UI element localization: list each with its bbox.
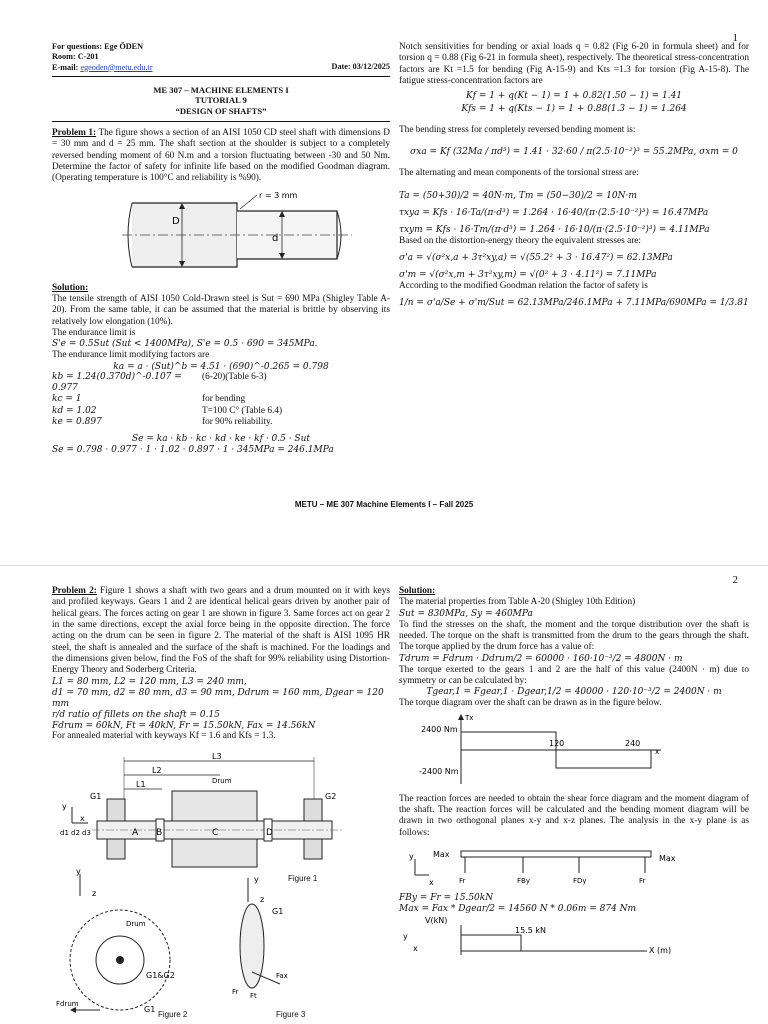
solution-label: Solution:	[399, 586, 436, 596]
title-divider	[52, 121, 390, 122]
fig2-label-g1: G1	[144, 1005, 156, 1014]
fbd-beam	[461, 851, 651, 857]
problem-1-statement: Problem 1: The figure shows a section of an AISI 1050 CD steel shaft with dimensions D = 30 mm and d = 25 mm. The shaft section at the shoulder is subject to a completely reversed bending moment of 60 N.m and a torsion fluctuating between -30 and 50 Nm. Determine the factor of safety for infinite life based on the modified Goodman diagram. (Operating temperature is 100°C and reliability is %90).	[52, 127, 390, 184]
label-L2: L2	[152, 765, 162, 775]
page-footer: METU – ME 307 Machine Elements I – Fall 2025	[294, 500, 474, 509]
tutorial-subtitle: “DESIGN OF SHAFTS”	[175, 105, 267, 116]
fbd-label-fr-right: Fr	[639, 876, 646, 885]
fig3-label-ft: Ft	[250, 992, 257, 1000]
shear-value-label: 15.5 kN	[515, 925, 546, 935]
bending-paragraph: The bending stress for completely reversed bending moment is:	[399, 125, 636, 136]
left-column-p1	[52, 85, 390, 456]
torque-tick-120: 120	[549, 738, 565, 748]
figure-1-shaft-assembly	[52, 749, 390, 879]
factor-row	[52, 372, 390, 394]
eq-material: Sut = 830MPa, Sy = 460MPa	[399, 608, 533, 619]
given-line: Fdrum = 60kN, Ft = 40kN, Fr = 15.50kN, Fax = 14.56kN	[52, 720, 316, 731]
torque-tick-240: 240	[625, 738, 641, 748]
figure-1-caption: Figure 1	[288, 874, 318, 883]
shaft-shoulder-figure	[52, 189, 390, 279]
solution-p3: The torque exerted to the gears 1 and 2 are the half of this value (2400N · m) due to symmetry or can be calculated by:	[399, 664, 749, 686]
fbd-moment-right: Max	[659, 853, 676, 863]
eq-se-1: Se = ka · kb · kc · kd · ke · kf · 0.5 · Sut	[131, 434, 311, 445]
shear-block	[461, 935, 521, 951]
shaft-center	[116, 956, 124, 964]
torsion-paragraph: The alternating and mean components of the torsional stress are:	[399, 167, 639, 178]
problem-1-label: Problem 1:	[52, 127, 97, 138]
torque-pos-label: 2400 Nm	[421, 724, 458, 734]
factor-row	[52, 394, 390, 405]
email-label: E-mail:	[52, 62, 81, 72]
fbd-label-fby: FBy	[517, 876, 530, 885]
fig3-label-g1: G1	[272, 907, 284, 916]
solution-p1: The material properties from Table A-20 (Shigley 10th Edition)	[399, 597, 636, 608]
label-G2: G2	[325, 791, 337, 801]
fbd-axis-y: y	[409, 851, 414, 861]
label-r: r = 3 mm	[259, 190, 298, 200]
fig3-label-fr: Fr	[232, 988, 239, 996]
fbd-axis-x: x	[429, 877, 434, 887]
solution-label: Solution:	[52, 282, 89, 293]
fig3-label-fax: Fax	[276, 972, 288, 980]
date: Date: 03/12/2025	[331, 62, 390, 71]
fig3-axis-z: z	[260, 895, 265, 904]
factor-note: for 90% reliability.	[202, 417, 273, 428]
factor-note: for bending	[202, 394, 246, 405]
eq-sigma-a: σ'a = √(σ²x,a + 3τ²xy,a) = √(55.2² + 3 · 16.47²) = 62.13MPa	[399, 253, 673, 264]
fillet-leader	[240, 195, 257, 209]
solution-p4: The torque diagram over the shaft can be drawn as in the figure below.	[399, 698, 662, 709]
label-d3: d3	[82, 828, 91, 837]
eq-tdrum: Tdrum = Fdrum · Ddrum/2 = 60000 · 160·10⁻³/2 = 4800N · m	[399, 653, 683, 664]
torque-ylabel: Tx	[465, 713, 474, 722]
free-body-diagram	[399, 841, 699, 891]
eq-fby: FBy = Fr = 15.50kN	[399, 892, 494, 903]
fig2-label-drum: Drum	[126, 920, 146, 928]
shear-ylabel: V(kN)	[425, 915, 448, 925]
eq-sigma-m: σ'm = √(σ²x,m + 3τ²xy,m) = √(0² + 3 · 4.11²) = 7.11MPa	[399, 270, 657, 281]
torque-xlabel: x	[655, 747, 660, 756]
figure-3-gear-forces	[220, 872, 310, 1002]
eq-ta: Ta = (50+30)/2 = 40N·m, Tm = (50−30)/2 = 10N·m	[399, 190, 637, 201]
label-D-point: D	[266, 827, 273, 838]
problem-2-label: Problem 2:	[52, 586, 97, 596]
fig2-axis-z: z	[92, 889, 97, 898]
axis-y: y	[62, 801, 67, 811]
label-B: B	[156, 827, 163, 838]
factor-note: T=100 C° (Table 6.4)	[202, 405, 283, 416]
label-C: C	[212, 827, 219, 838]
right-column-p1	[399, 42, 749, 309]
label-d1: d1	[60, 828, 69, 837]
course-title: ME 307 – MACHINE ELEMENTS I	[153, 85, 289, 95]
factor-eq: kc = 1	[52, 394, 82, 405]
shear-xlabel: X (m)	[649, 945, 672, 955]
figure-3-caption: Figure 3	[276, 1010, 306, 1019]
room: Room: C-201	[52, 52, 99, 62]
header-divider	[52, 76, 390, 77]
eq-txya: τxya = Kfs · 16·Ta/(π·d³) = 1.264 · 16·40/(π·(2.5·10⁻²)³) = 16.47MPa	[399, 207, 709, 218]
axis-x: x	[80, 813, 85, 823]
given-line: r/d ratio of fillets on the shaft = 0.15	[52, 709, 220, 720]
given-line: d1 = 70 mm, d2 = 80 mm, d3 = 90 mm, Ddrum = 160 mm, Dgear = 120 mm	[52, 687, 384, 709]
factor-eq: kb = 1.24(0.370d)^-0.107 = 0.977	[52, 372, 182, 394]
right-column-p2	[399, 586, 749, 955]
label-L3: L3	[212, 751, 222, 761]
solution-p2: To find the stresses on the shaft, the moment and the torque distribution over the shaft is needed. The torque on the shaft is transmitted from the drum to the gears through the shaft. The torque applied by the drum force has a value of:	[399, 619, 749, 653]
fbd-moment-left: Max	[433, 849, 450, 859]
distortion-paragraph: Based on the distortion-energy theory the equivalent stresses are:	[399, 235, 641, 246]
figure-2-caption: Figure 2	[158, 1010, 188, 1019]
email-link[interactable]: egeoden@metu.edu.tr	[80, 62, 153, 72]
torque-neg-label: -2400 Nm	[419, 766, 459, 776]
fig2-label-gears: G1&G2	[146, 971, 175, 980]
label-G1: G1	[90, 791, 102, 801]
shear-axis-x: x	[413, 943, 418, 953]
solution-p3: The endurance limit modifying factors are	[52, 350, 210, 361]
eq-tgear: Tgear,1 = Fgear,1 · Dgear,1/2 = 40000 · 120·10⁻³/2 = 2400N · m	[426, 687, 722, 698]
eq-sigma: σxa = Kf (32Ma / πd³) = 1.41 · 32·60 / π(2.5·10⁻²)³ = 55.2MPa, σxm = 0	[410, 146, 738, 157]
solution-p1: The tensile strength of AISI 1050 Cold-Drawn steel is Sut = 690 MPa (Shigley Table A-20). From the same table, it can be assumed that the material is brittle by observing its relatively low elongation (10%).	[52, 293, 390, 327]
solution-p2: The endurance limit is	[52, 327, 136, 338]
shear-diagram	[399, 915, 699, 955]
solution-p5: The reaction forces are needed to obtain the shear force diagram and the moment diagram of the shaft. The reaction forces will be calculated and the bending moment diagram will be drawn in two orthogonal planes x-y and x-z planes. The analysis in the x-y plane is as follows:	[399, 793, 749, 838]
eq-max: Max = Fax * Dgear/2 = 14560 N * 0.06m = 874 Nm	[399, 903, 637, 914]
tutorial-number: TUTORIAL 9	[195, 95, 247, 106]
left-column-p2	[52, 586, 390, 879]
eq-se-2: Se = 0.798 · 0.977 · 1 · 1.02 · 0.897 · 1 · 345MPa = 246.1MPa	[52, 445, 334, 456]
questions-contact: For questions: Ege ÖDEN	[52, 42, 144, 51]
label-d: d	[272, 232, 279, 244]
header-block	[52, 42, 390, 77]
label-A: A	[132, 827, 139, 838]
goodman-paragraph: According to the modified Goodman relation the factor of safety is	[399, 281, 648, 292]
eq-ka: ka = a · (Sut)^b = 4.51 · (690)^-0.265 = 0.798	[113, 361, 329, 372]
factor-row	[52, 406, 390, 417]
factor-note: (6-20)(Table 6-3)	[202, 372, 267, 383]
figure-2-drum-view	[52, 866, 202, 1016]
fig3-axis-y: y	[254, 875, 259, 884]
fbd-label-fr-left: Fr	[459, 876, 466, 885]
factor-row	[52, 417, 390, 428]
label-drum: Drum	[212, 776, 232, 785]
eq-kf: Kf = 1 + q(Kt − 1) = 1 + 0.82(1.50 − 1) = 1.41	[465, 91, 683, 102]
notch-paragraph: Notch sensitivities for bending or axial loads q = 0.82 (Fig 6-20 in formula sheet) and for torsion q = 0.88 (Fig 6-21 in formula sheet), respectively. The theoretical stress-concentration factors are Kt =1.5 for bending (Fig A-15-9) and Kts =1.3 for torsion (Fig A-15-8). The fatigue stress-concentration factors are	[399, 42, 749, 86]
eq-se-prime: S'e = 0.5Sut (Sut < 1400MPa), S'e = 0.5 · 690 = 345MPa.	[52, 339, 318, 350]
factor-eq: ke = 0.897	[52, 417, 102, 428]
label-D: D	[172, 215, 180, 227]
problem-2-statement: Problem 2: Figure 1 shows a shaft with two gears and a drum mounted on it with keys and profiled keyways. Gears 1 and 2 are identical helical gears driven by another pair of helical gears. The forces acting on gear 1 are shown in figure 3. Same forces act on gear 2 in the same directions, except the axial force being in the opposite direction. The force acting on the drum can be seen in figure 2. The material of the shaft is AISI 1095 HR steel, the shaft is annealed and the surface of the shaft is machined. For the loadings and the dimensions given below, find the FoS of the shaft for 99% reliability using Distortion-Energy Theory and Soderberg Criteria.	[52, 586, 390, 676]
fig2-label-fdrum: Fdrum	[56, 1000, 79, 1008]
page-number: 1	[732, 32, 738, 44]
label-L1: L1	[136, 779, 146, 789]
torque-diagram	[399, 712, 699, 790]
torque-y-arrow	[458, 714, 464, 720]
eq-safety-factor: 1/n = σ'a/Se + σ'm/Sut = 62.13MPa/246.1MPa + 7.11MPa/690MPa = 1/3.81	[399, 298, 749, 309]
given-line: L1 = 80 mm, L2 = 120 mm, L3 = 240 mm,	[52, 676, 247, 687]
page-number: 2	[732, 574, 738, 586]
factor-eq: kd = 1.02	[52, 405, 97, 416]
shear-axis-y: y	[403, 931, 408, 941]
label-d2: d2	[71, 828, 80, 837]
eq-kfs: Kfs = 1 + q(Kts − 1) = 1 + 0.88(1.3 − 1) = 1.264	[461, 104, 687, 115]
fig2-axis-y: y	[76, 867, 81, 876]
given-note: For annealed material with keyways Kf = 1.6 and Kfs = 1.3.	[52, 731, 276, 742]
eq-txym: τxym = Kfs · 16·Tm/(π·d³) = 1.264 · 16·10/(π·(2.5·10⁻²)³) = 4.11MPa	[399, 224, 710, 235]
page-2	[0, 566, 768, 1024]
fbd-label-fdy: FDy	[573, 876, 587, 885]
